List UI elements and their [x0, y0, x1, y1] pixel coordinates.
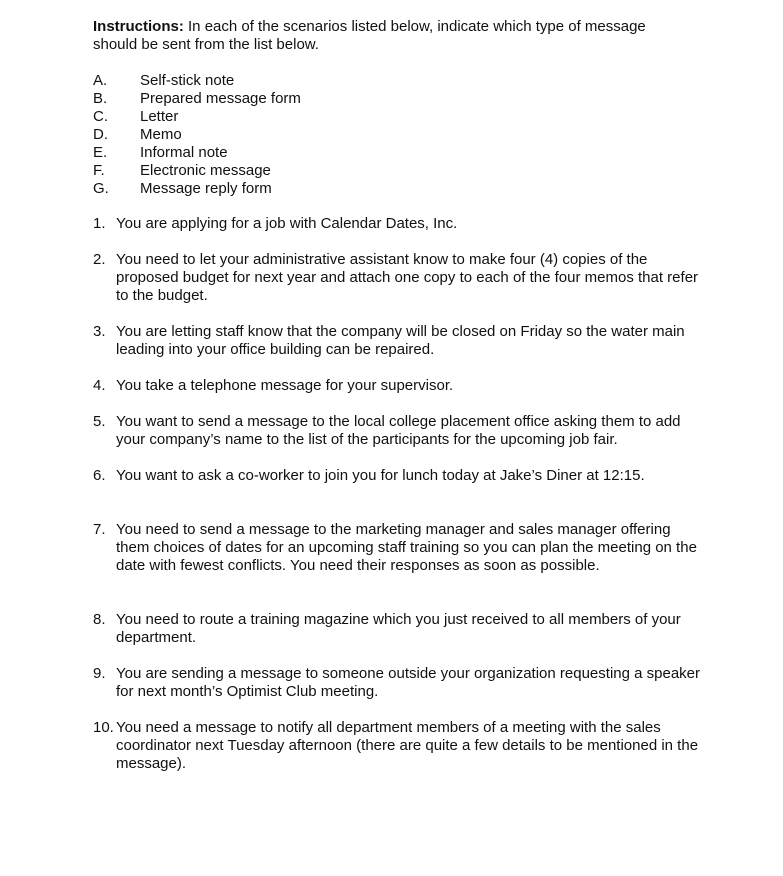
scenario-item-7	[93, 521, 703, 575]
scenario-number: 8.	[93, 611, 106, 628]
scenario-text: You are sending a message to someone outside your organization requesting a speaker for next month’s Optimist Club meeting.	[116, 665, 700, 700]
scenario-text: You are applying for a job with Calendar Dates, Inc.	[116, 215, 458, 232]
scenario-number: 10.	[93, 719, 114, 736]
scenario-text: You need to let your administrative assistant know to make four (4) copies of the proposed budget for next year and attach one copy to each of the four memos that refer to the budget.	[116, 251, 699, 304]
option-d	[93, 126, 703, 144]
scenario-text: You take a telephone message for your supervisor.	[116, 377, 454, 394]
option-letter: D.	[93, 126, 108, 143]
option-letter: F.	[93, 162, 105, 179]
scenario-number: 4.	[93, 377, 106, 394]
scenario-item-4	[93, 377, 703, 395]
scenario-item-2	[93, 251, 703, 305]
message-type-list	[93, 72, 703, 198]
option-letter: G.	[93, 180, 109, 197]
scenario-number: 6.	[93, 467, 106, 484]
scenario-item-6	[93, 467, 703, 485]
option-e	[93, 144, 703, 162]
scenario-item-10	[93, 719, 703, 773]
worksheet-page	[93, 18, 703, 791]
scenario-item-3	[93, 323, 703, 359]
option-c	[93, 108, 703, 126]
option-letter: C.	[93, 108, 108, 125]
scenario-number: 3.	[93, 323, 106, 340]
option-label: Message reply form	[140, 180, 272, 197]
scenario-number: 1.	[93, 215, 106, 232]
option-letter: B.	[93, 90, 108, 107]
scenario-text: You are letting staff know that the company will be closed on Friday so the water main leading into your office building can be repaired.	[116, 323, 685, 358]
scenario-number: 9.	[93, 665, 106, 682]
scenario-text: You need to route a training magazine which you just received to all members of your department.	[116, 611, 681, 646]
scenario-number: 2.	[93, 251, 106, 268]
option-label: Electronic message	[140, 162, 271, 179]
option-label: Memo	[140, 126, 182, 143]
instructions-text: In each of the scenarios listed below, indicate which type of message should be sent from the list below.	[93, 18, 646, 53]
option-g	[93, 180, 703, 198]
scenario-item-5	[93, 413, 703, 449]
scenario-text: You want to ask a co-worker to join you for lunch today at Jake’s Diner at 12:15.	[116, 467, 645, 484]
instructions-lead: Instructions:	[93, 18, 184, 35]
scenario-number: 5.	[93, 413, 106, 430]
instructions	[93, 18, 693, 54]
scenario-text: You need to send a message to the marketing manager and sales manager offering them choices of dates for an upcoming staff training so you can plan the meeting on the date with fewest conflicts. You need their responses as soon as possible.	[116, 521, 697, 574]
option-a	[93, 72, 703, 90]
option-letter: E.	[93, 144, 108, 161]
scenario-item-9	[93, 665, 703, 701]
option-label: Self-stick note	[140, 72, 235, 89]
scenario-item-1	[93, 215, 703, 233]
scenario-number: 7.	[93, 521, 106, 538]
option-f	[93, 162, 703, 180]
option-label: Informal note	[140, 144, 228, 161]
scenario-item-8	[93, 611, 703, 647]
option-label: Letter	[140, 108, 179, 125]
option-label: Prepared message form	[140, 90, 301, 107]
option-letter: A.	[93, 72, 108, 89]
scenario-text: You need a message to notify all department members of a meeting with the sales coordinator next Tuesday afternoon (there are quite a few details to be mentioned in the message).	[116, 719, 699, 772]
scenario-text: You want to send a message to the local college placement office asking them to add your company’s name to the list of the participants for the upcoming job fair.	[116, 413, 681, 448]
option-b	[93, 90, 703, 108]
scenario-list	[93, 215, 703, 773]
